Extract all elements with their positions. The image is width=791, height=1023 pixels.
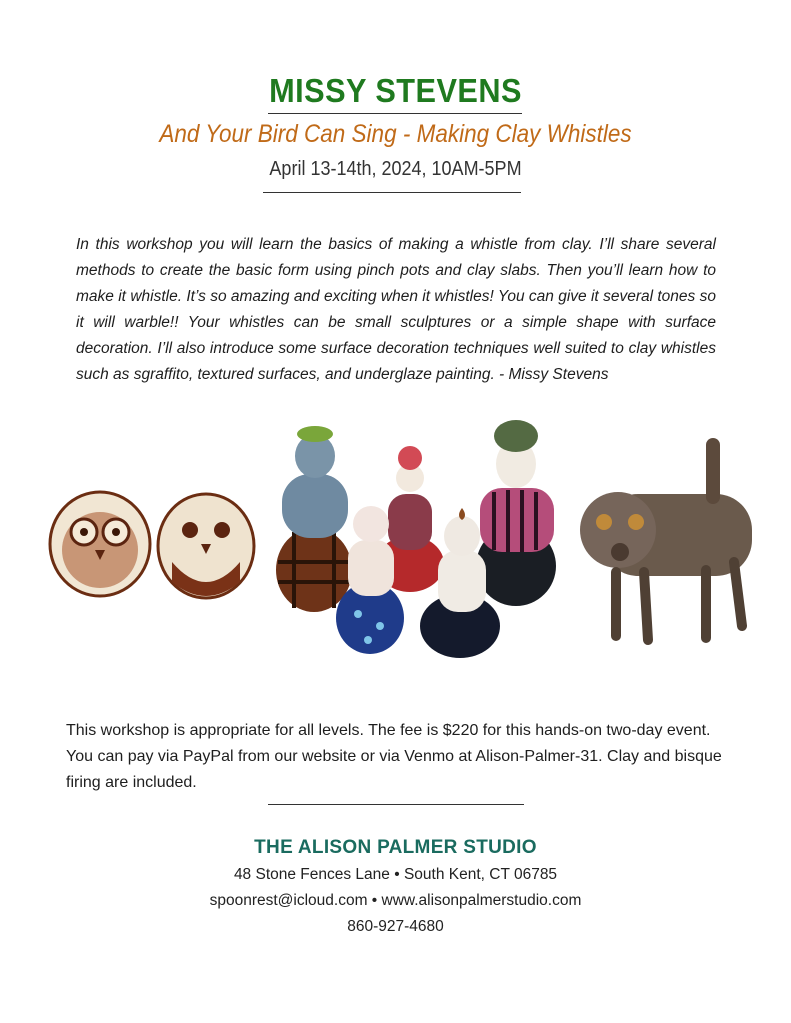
- footer-divider: [268, 804, 524, 805]
- workshop-description: In this workshop you will learn the basics of making a whistle from clay. I’ll share several methods to create the basic form using pinch pots and clay slabs. Then you’ll learn how to make it whistle. It’s so amazing and exciting when it whistles! You can give it several tones so it will warble!! Your whistles can be small sculptures or a simple shape with surface decoration. I’ll also introduce some surface decoration techniques well suited to clay whistles such as sgraffito, textured surfaces, and underglaze painting. - Missy Stevens: [76, 235, 716, 383]
- studio-name: THE ALISON PALMER STUDIO: [254, 837, 537, 858]
- workshop-details: This workshop is appropriate for all levels. The fee is $220 for this hands-on two-day event. You can pay via PayPal from our website or via Venmo at Alison-Palmer-31. Clay and bisque firing are included.: [66, 722, 722, 791]
- workshop-title: MISSY STEVENS: [269, 72, 522, 109]
- studio-address: 48 Stone Fences Lane • South Kent, CT 06785: [233, 866, 558, 883]
- dog-whistle: [580, 438, 752, 640]
- owl-whistle-1: [50, 492, 150, 596]
- workshop-dates: April 13-14th, 2024, 10AM-5PM: [269, 158, 522, 180]
- workshop-subtitle: And Your Bird Can Sing - Making Clay Whistles: [159, 120, 632, 148]
- blue-figure-whistle: [276, 426, 352, 612]
- striped-figure-whistle: [476, 420, 556, 606]
- studio-phone: 860-927-4680: [347, 918, 444, 935]
- owl-whistle-2: [158, 494, 254, 598]
- studio-contact[interactable]: spoonrest@icloud.com • www.alisonpalmerstudio.com: [209, 892, 582, 909]
- clay-whistles-photo: [42, 412, 762, 674]
- title-underline: [268, 113, 522, 114]
- header-divider: [263, 192, 521, 193]
